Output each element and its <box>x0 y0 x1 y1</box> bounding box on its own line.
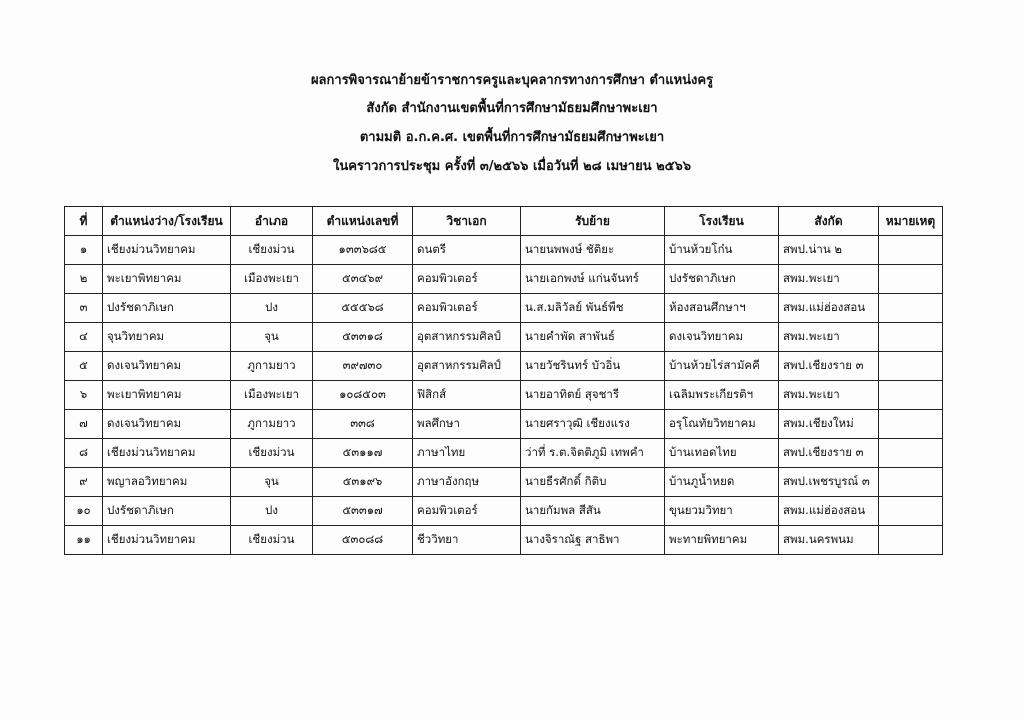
cell-vacant-school: ดงเจนวิทยาคม <box>103 352 231 381</box>
cell-transferee: น.ส.มลิวัลย์ พันธ์พืช <box>521 294 665 323</box>
col-header-transferee: รับย้าย <box>521 207 665 236</box>
cell-position-number: ๕๓๓๑๘ <box>313 323 413 352</box>
cell-amphoe: ภูกามยาว <box>231 352 313 381</box>
cell-no: ๒ <box>65 265 103 294</box>
transfer-results-table <box>64 206 943 555</box>
cell-no: ๑๑ <box>65 526 103 555</box>
cell-transferee: นายนพพงษ์ ชัติยะ <box>521 236 665 265</box>
cell-school: บ้านห้วยไร่สามัคคี <box>665 352 779 381</box>
cell-no: ๔ <box>65 323 103 352</box>
cell-note <box>879 497 943 526</box>
cell-amphoe: เชียงม่วน <box>231 526 313 555</box>
cell-agency: สพป.เชียงราย ๓ <box>779 439 879 468</box>
cell-school: บ้านเทอดไทย <box>665 439 779 468</box>
col-header-position-number: ตำแหน่งเลขที่ <box>313 207 413 236</box>
cell-agency: สพม.พะเยา <box>779 265 879 294</box>
cell-vacant-school: เชียงม่วนวิทยาคม <box>103 236 231 265</box>
cell-agency: สพป.น่าน ๒ <box>779 236 879 265</box>
cell-vacant-school: เชียงม่วนวิทยาคม <box>103 526 231 555</box>
table-row <box>65 381 943 410</box>
cell-position-number: ๑๓๓๖๘๕ <box>313 236 413 265</box>
cell-no: ๖ <box>65 381 103 410</box>
cell-transferee: นายอาทิตย์ สุจชารี <box>521 381 665 410</box>
cell-major-subject: ดนตรี <box>413 236 521 265</box>
cell-no: ๕ <box>65 352 103 381</box>
cell-major-subject: ชีววิทยา <box>413 526 521 555</box>
table-row <box>65 497 943 526</box>
cell-note <box>879 381 943 410</box>
cell-position-number: ๕๓๑๑๗ <box>313 439 413 468</box>
cell-position-number: ๕๓๑๙๖ <box>313 468 413 497</box>
cell-agency: สพป.เพชรบูรณ์ ๓ <box>779 468 879 497</box>
cell-major-subject: ภาษาไทย <box>413 439 521 468</box>
cell-major-subject: คอมพิวเตอร์ <box>413 497 521 526</box>
cell-agency: สพป.เชียงราย ๓ <box>779 352 879 381</box>
cell-no: ๑ <box>65 236 103 265</box>
cell-transferee: นายศราวุฒิ เชียงแรง <box>521 410 665 439</box>
cell-position-number: ๕๓๐๘๘ <box>313 526 413 555</box>
col-header-major-subject: วิชาเอก <box>413 207 521 236</box>
cell-amphoe: เชียงม่วน <box>231 236 313 265</box>
cell-no: ๑๐ <box>65 497 103 526</box>
cell-transferee: นายกัมพล สีสัน <box>521 497 665 526</box>
cell-vacant-school: ดงเจนวิทยาคม <box>103 410 231 439</box>
col-header-note: หมายเหตุ <box>879 207 943 236</box>
col-header-amphoe: อำเภอ <box>231 207 313 236</box>
cell-agency: สพม.พะเยา <box>779 323 879 352</box>
cell-school: ปงรัชดาภิเษก <box>665 265 779 294</box>
cell-no: ๘ <box>65 439 103 468</box>
col-header-agency: สังกัด <box>779 207 879 236</box>
cell-transferee: นายธีรศักดิ์ กิติบ <box>521 468 665 497</box>
cell-position-number: ๕๓๓๑๗ <box>313 497 413 526</box>
cell-agency: สพม.เชียงใหม่ <box>779 410 879 439</box>
table-row <box>65 468 943 497</box>
cell-vacant-school: ปงรัชดาภิเษก <box>103 294 231 323</box>
cell-vacant-school: พะเยาพิทยาคม <box>103 265 231 294</box>
table-row <box>65 526 943 555</box>
cell-note <box>879 236 943 265</box>
cell-no: ๓ <box>65 294 103 323</box>
cell-amphoe: จุน <box>231 323 313 352</box>
col-header-school: โรงเรียน <box>665 207 779 236</box>
title-line-4: ในคราวการประชุม ครั้งที่ ๓/๒๕๖๖ เมื่อวันที่ ๒๘ เมษายน ๒๕๖๖ <box>332 159 692 174</box>
cell-transferee: นายเอกพงษ์ แก่นจันทร์ <box>521 265 665 294</box>
cell-school: เฉลิมพระเกียรติฯ <box>665 381 779 410</box>
cell-vacant-school: จุนวิทยาคม <box>103 323 231 352</box>
cell-transferee: นางจิราณัฐ สาธิพา <box>521 526 665 555</box>
cell-note <box>879 439 943 468</box>
cell-school: พะทายพิทยาคม <box>665 526 779 555</box>
cell-amphoe: ปง <box>231 497 313 526</box>
table-row <box>65 323 943 352</box>
table-body <box>65 236 943 555</box>
cell-major-subject: อุตสาหกรรมศิลป์ <box>413 323 521 352</box>
table-row <box>65 352 943 381</box>
cell-amphoe: จุน <box>231 468 313 497</box>
table-row <box>65 294 943 323</box>
cell-major-subject: พลศึกษา <box>413 410 521 439</box>
cell-amphoe: ปง <box>231 294 313 323</box>
title-line-1: ผลการพิจารณาย้ายข้าราชการครูและบุคลากรทางการศึกษา ตำแหน่งครู <box>310 73 714 88</box>
cell-note <box>879 468 943 497</box>
cell-no: ๗ <box>65 410 103 439</box>
cell-position-number: ๑๐๘๕๐๓ <box>313 381 413 410</box>
table-row <box>65 410 943 439</box>
cell-vacant-school: พญาลอวิทยาคม <box>103 468 231 497</box>
cell-transferee: นายวัชรินทร์ บัวอิ่น <box>521 352 665 381</box>
cell-position-number: ๓๙๗๓๐ <box>313 352 413 381</box>
cell-amphoe: ภูกามยาว <box>231 410 313 439</box>
cell-agency: สพม.นครพนม <box>779 526 879 555</box>
cell-note <box>879 294 943 323</box>
cell-position-number: ๓๓๘ <box>313 410 413 439</box>
cell-amphoe: เมืองพะเยา <box>231 381 313 410</box>
cell-note <box>879 265 943 294</box>
cell-major-subject: ฟิสิกส์ <box>413 381 521 410</box>
cell-agency: สพม.แม่ฮ่องสอน <box>779 497 879 526</box>
cell-transferee: ว่าที่ ร.ต.จิตติภูมิ เทพคำ <box>521 439 665 468</box>
cell-major-subject: อุตสาหกรรมศิลป์ <box>413 352 521 381</box>
cell-school: บ้านห้วยโก๋น <box>665 236 779 265</box>
col-header-vacant-school: ตำแหน่งว่าง/โรงเรียน <box>103 207 231 236</box>
table-row <box>65 439 943 468</box>
cell-position-number: ๕๓๔๖๙ <box>313 265 413 294</box>
table-header-row <box>65 207 943 236</box>
cell-vacant-school: เชียงม่วนวิทยาคม <box>103 439 231 468</box>
cell-no: ๙ <box>65 468 103 497</box>
cell-school: อรุโณทัยวิทยาคม <box>665 410 779 439</box>
cell-vacant-school: พะเยาพิทยาคม <box>103 381 231 410</box>
table-row <box>65 236 943 265</box>
cell-amphoe: เมืองพะเยา <box>231 265 313 294</box>
col-header-no: ที่ <box>65 207 103 236</box>
cell-transferee: นายคำพัด สาพันธ์ <box>521 323 665 352</box>
cell-school: ดงเจนวิทยาคม <box>665 323 779 352</box>
cell-amphoe: เชียงม่วน <box>231 439 313 468</box>
cell-school: ขุนยวมวิทยา <box>665 497 779 526</box>
cell-school: ห้องสอนศึกษาฯ <box>665 294 779 323</box>
cell-school: บ้านภูน้ำหยด <box>665 468 779 497</box>
cell-note <box>879 526 943 555</box>
cell-note <box>879 352 943 381</box>
table-row <box>65 265 943 294</box>
title-line-2: สังกัด สำนักงานเขตพื้นที่การศึกษามัธยมศึกษาพะเยา <box>366 101 658 116</box>
cell-major-subject: คอมพิวเตอร์ <box>413 265 521 294</box>
title-line-3: ตามมติ อ.ก.ค.ศ. เขตพื้นที่การศึกษามัธยมศึกษาพะเยา <box>359 130 665 145</box>
cell-note <box>879 323 943 352</box>
cell-major-subject: คอมพิวเตอร์ <box>413 294 521 323</box>
cell-major-subject: ภาษาอังกฤษ <box>413 468 521 497</box>
cell-vacant-school: ปงรัชดาภิเษก <box>103 497 231 526</box>
cell-agency: สพม.พะเยา <box>779 381 879 410</box>
cell-position-number: ๕๕๕๖๘ <box>313 294 413 323</box>
cell-agency: สพม.แม่ฮ่องสอน <box>779 294 879 323</box>
cell-note <box>879 410 943 439</box>
